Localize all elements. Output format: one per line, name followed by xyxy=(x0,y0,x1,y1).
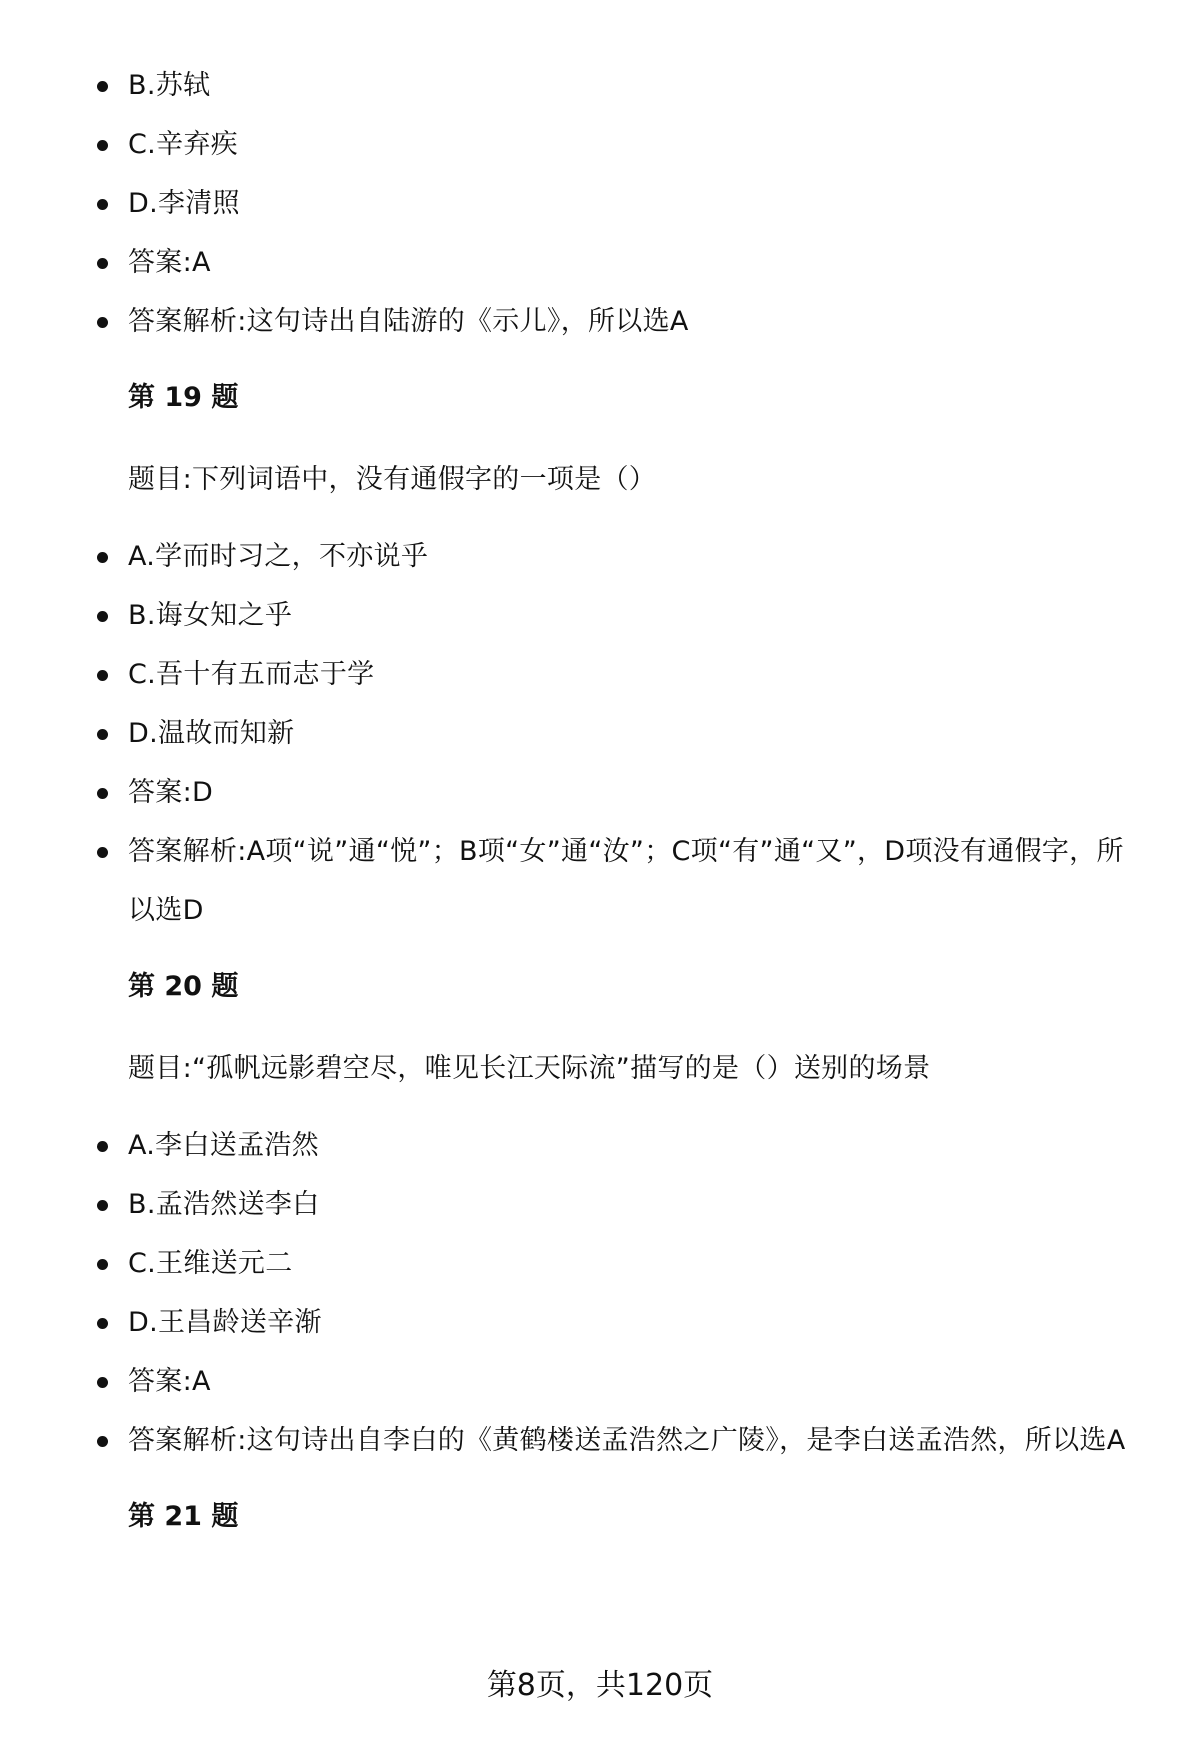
q19-answer: 答案:D xyxy=(0,763,1200,822)
q18-option-c: C.辛弃疾 xyxy=(0,115,1200,174)
q19-option-a: A.学而时习之，不亦说乎 xyxy=(0,527,1200,586)
q20-analysis: 答案解析:这句诗出自李白的《黄鹤楼送孟浩然之广陵》，是李白送孟浩然，所以选A xyxy=(0,1411,1200,1470)
q19-list xyxy=(0,527,1200,940)
q18-answer: 答案:A xyxy=(0,233,1200,292)
q20-heading: 第 20 题 xyxy=(128,971,239,1002)
q20-prompt: 题目:“孤帆远影碧空尽，唯见长江天际流”描写的是（）送别的场景 xyxy=(128,1053,931,1084)
page-number-footer: 第8页，共120页 xyxy=(486,1668,714,1703)
q20-answer: 答案:A xyxy=(0,1352,1200,1411)
q20-list xyxy=(0,1116,1200,1470)
q20-option-a: A.李白送孟浩然 xyxy=(0,1116,1200,1175)
q19-option-b: B.诲女知之乎 xyxy=(0,586,1200,645)
q20-option-d: D.王昌龄送辛渐 xyxy=(0,1293,1200,1352)
q19-prompt: 题目:下列词语中，没有通假字的一项是（） xyxy=(128,464,657,495)
q19-analysis: 答案解析:A项“说”通“悦”；B项“女”通“汝”；C项“有”通“又”，D项没有通假字，所以选D xyxy=(0,822,1200,940)
q18-option-d: D.李清照 xyxy=(0,174,1200,233)
q21-heading: 第 21 题 xyxy=(128,1501,239,1532)
q20-option-b: B.孟浩然送李白 xyxy=(0,1175,1200,1234)
q19-heading: 第 19 题 xyxy=(128,382,239,413)
q18-analysis: 答案解析:这句诗出自陆游的《示儿》，所以选A xyxy=(0,292,1200,351)
document-content xyxy=(0,56,1200,1537)
q18-list xyxy=(0,56,1200,351)
q18-option-b: B.苏轼 xyxy=(0,56,1200,115)
q20-option-c: C.王维送元二 xyxy=(0,1234,1200,1293)
q19-option-d: D.温故而知新 xyxy=(0,704,1200,763)
q19-option-c: C.吾十有五而志于学 xyxy=(0,645,1200,704)
